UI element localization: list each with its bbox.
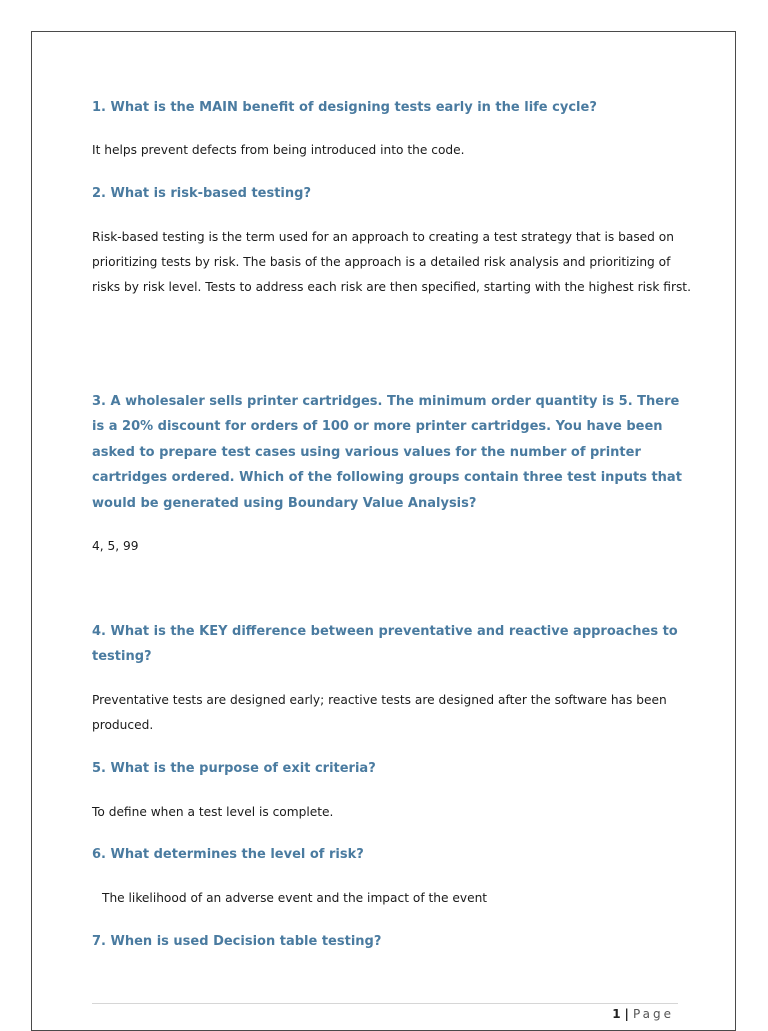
page-number: 1 (612, 1007, 621, 1021)
answer-2: Risk-based testing is the term used for an approach to creating a test strategy that is based on prioritizing tests by risk. The basis of the approach is a detailed risk analysis and prioritizing of risks by risk level. Tests to address each risk are then specified, starting with the highest risk first. (92, 230, 691, 294)
question-7: 7. When is used Decision table testing? (92, 934, 382, 949)
question-4: 4. What is the KEY difference between preventative and reactive approaches to testing? (92, 624, 678, 665)
question-3: 3. A wholesaler sells printer cartridges. The minimum order quantity is 5. There is a 20% discount for orders of 100 or more printer cartridges. You have been asked to prepare test cases using various values for the number of printer cartridges ordered. Which of the following groups contain three test inputs that would be generated using Boundary Value Analysis? (92, 394, 682, 511)
page-label: Page (632, 1007, 674, 1021)
answer-4: Preventative tests are designed early; reactive tests are designed after the software has been produced. (92, 693, 667, 732)
footer-separator: | (624, 1007, 629, 1021)
page-footer (612, 1007, 674, 1021)
answer-6: The likelihood of an adverse event and the impact of the event (102, 891, 488, 905)
question-6: 6. What determines the level of risk? (92, 847, 364, 862)
answer-5: To define when a test level is complete. (92, 805, 334, 819)
footer-divider (92, 1003, 678, 1004)
question-1: 1. What is the MAIN benefit of designing tests early in the life cycle? (92, 100, 597, 115)
question-2: 2. What is risk-based testing? (92, 186, 311, 201)
answer-1: It helps prevent defects from being introduced into the code. (92, 143, 465, 157)
question-5: 5. What is the purpose of exit criteria? (92, 761, 376, 776)
answer-3: 4, 5, 99 (92, 539, 139, 553)
